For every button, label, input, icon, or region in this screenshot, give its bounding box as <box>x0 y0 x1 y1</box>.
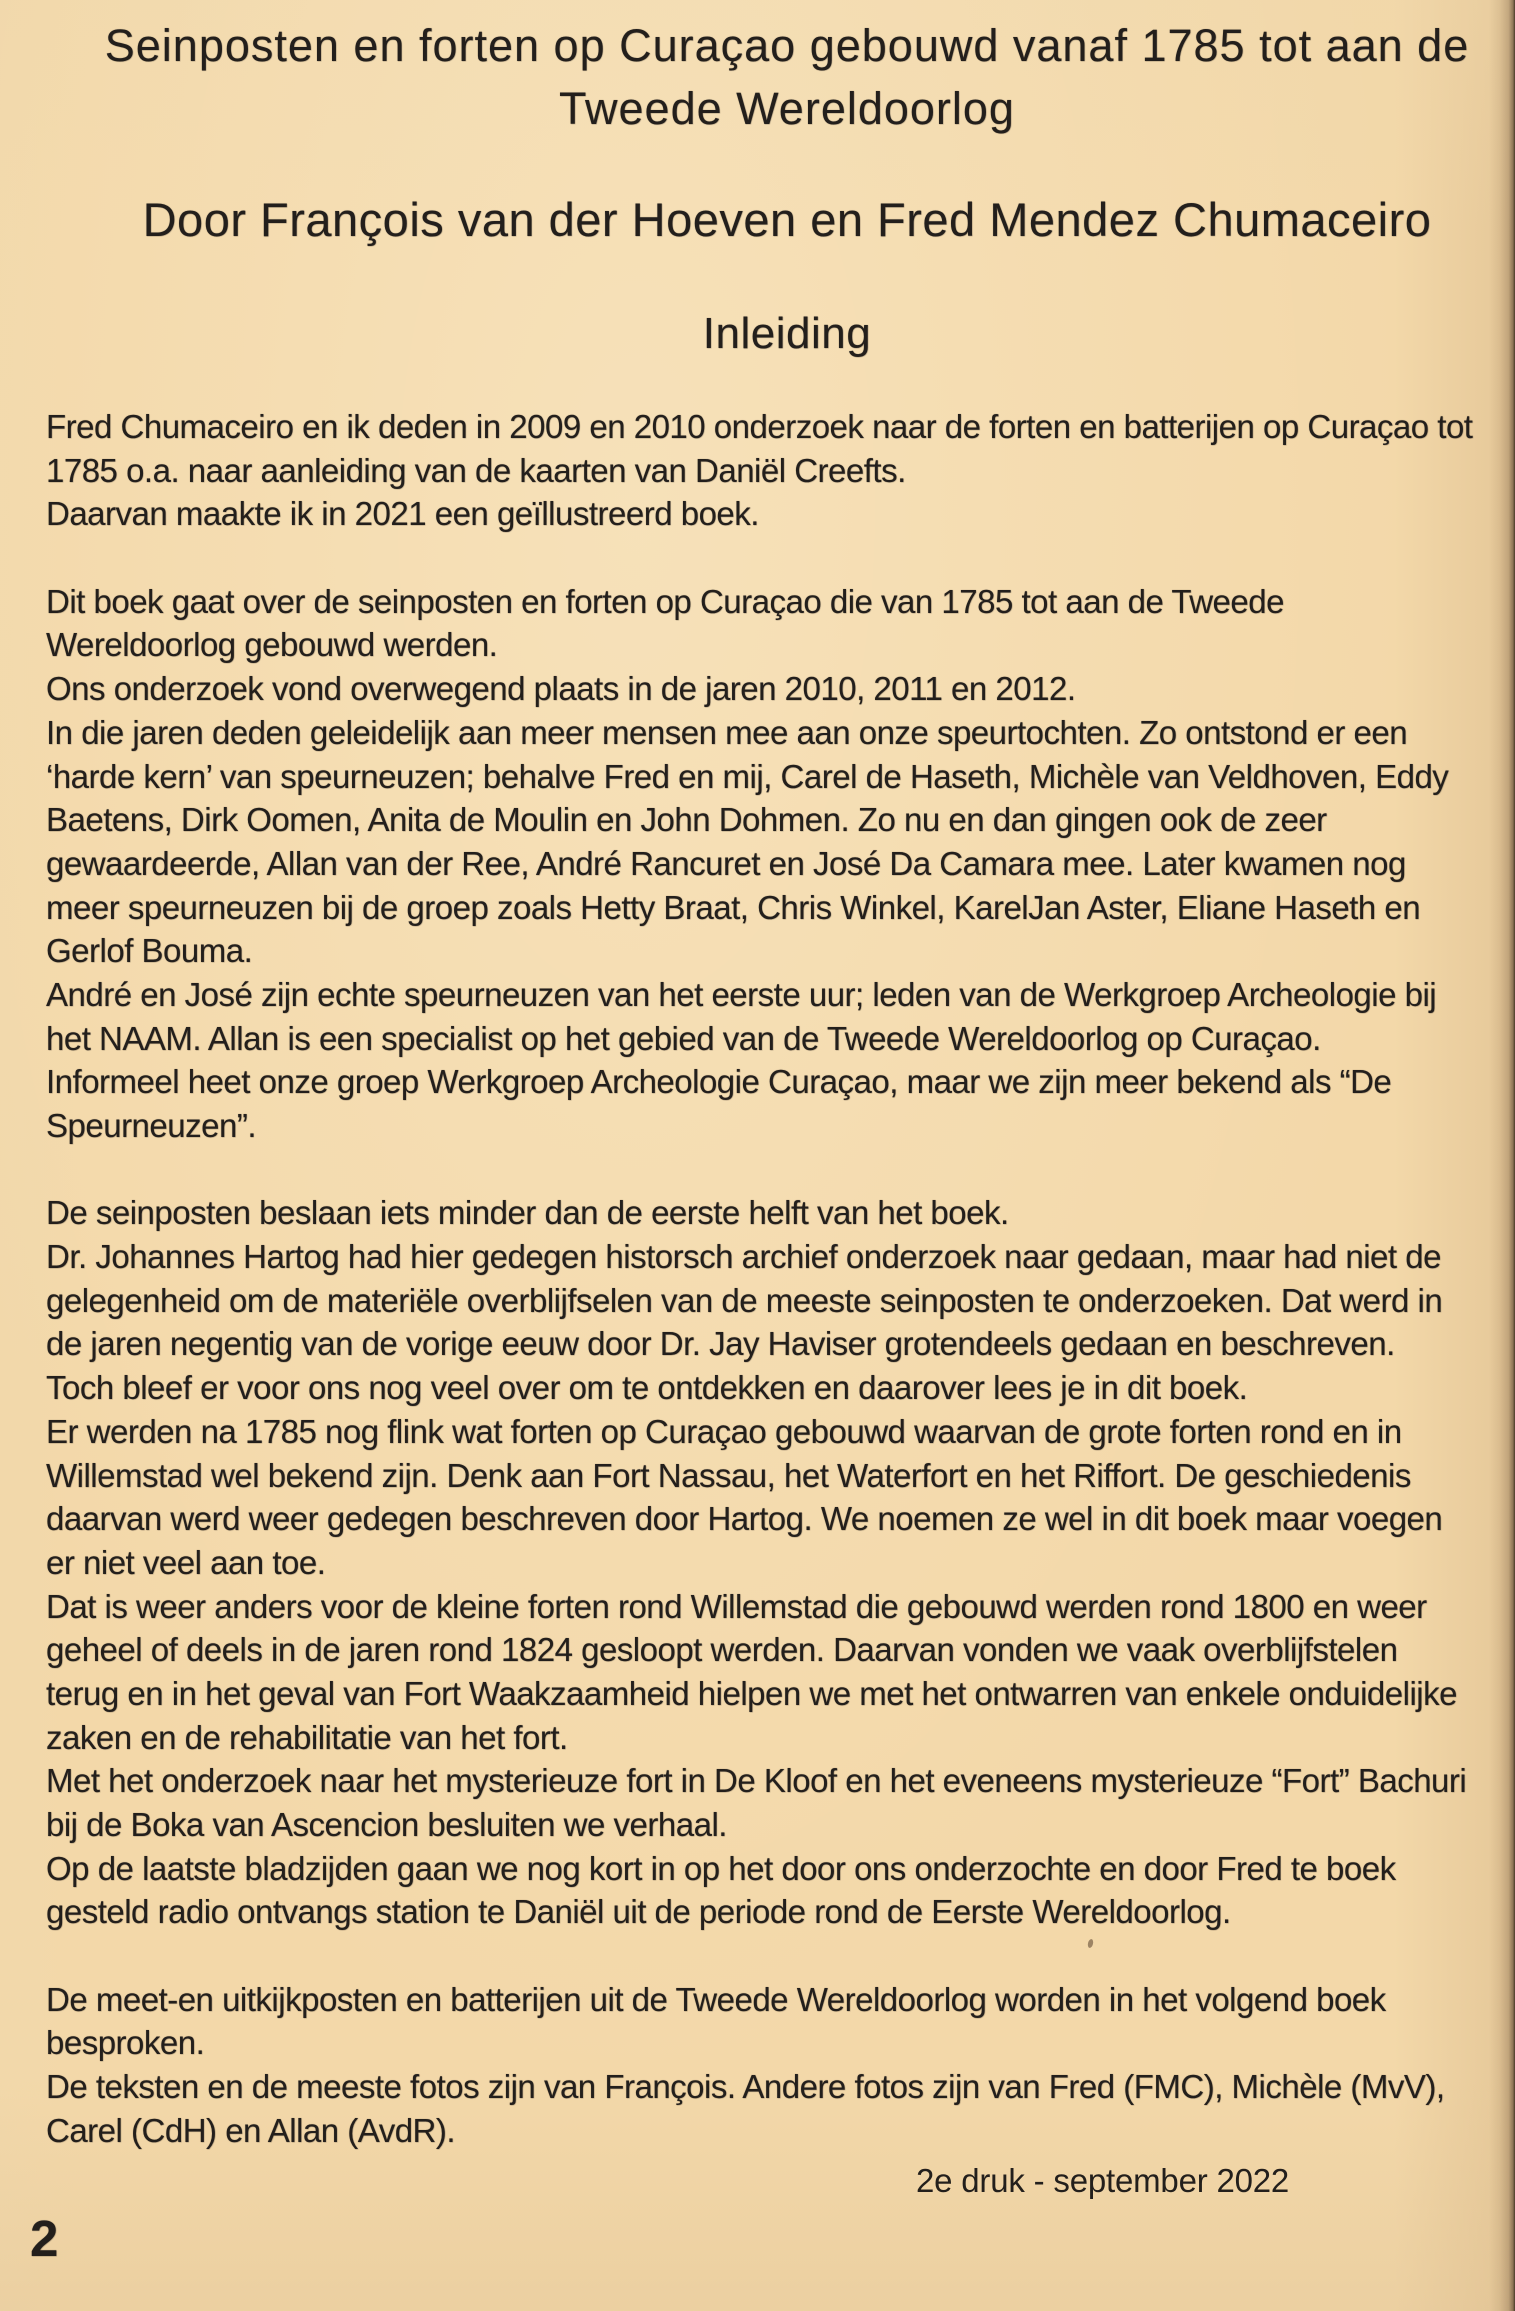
text-line: Toch bleef er voor ons nog veel over om te ontdekken en daarover lees je in dit boek. <box>46 1369 1248 1407</box>
text-line: de jaren negentig van de vorige eeuw door Dr. Jay Haviser grotendeels gedaan en beschreven. <box>46 1325 1395 1363</box>
text-line: Speurneuzen”. <box>46 1107 256 1144</box>
text-line: Er werden na 1785 nog flink wat forten op Curaçao gebouwd waarvan de grote forten rond en in <box>46 1412 1402 1450</box>
text-line: besproken. <box>46 2024 205 2062</box>
text-line: gesteld radio ontvangs station te Daniël uit de periode rond de Eerste Wereldoorlog. <box>46 1893 1231 1931</box>
paragraph <box>46 1978 1515 2153</box>
text-line: In die jaren deden geleidelijk aan meer mensen mee aan onze speurtochten. Zo ontstond er een <box>46 713 1408 751</box>
text-line: Carel (CdH) en Allan (AvdR). <box>46 2111 456 2149</box>
text-line: Daarvan maakte ik in 2021 een geïllustreerd boek. <box>46 495 759 533</box>
text-line: Op de laatste bladzijden gaan we nog kort in op het door ons onderzochte en door Fred te boek <box>46 1849 1396 1887</box>
paragraph <box>46 1191 1515 1934</box>
text-line: De teksten en de meeste fotos zijn van François. Andere fotos zijn van Fred (FMC), Michèle (MvV), <box>46 2068 1445 2106</box>
text-line: Dit boek gaat over de seinposten en forten op Curaçao die van 1785 tot aan de Tweede <box>46 582 1284 620</box>
text-line: Baetens, Dirk Oomen, Anita de Moulin en John Dohmen. Zo nu en dan gingen ook de zeer <box>46 801 1327 839</box>
text-line: Willemstad wel bekend zijn. Denk aan Fort Nassau, het Waterfort en het Riffort. De geschiedenis <box>46 1456 1411 1494</box>
text-line: Dat is weer anders voor de kleine forten rond Willemstad die gebouwd werden rond 1800 en weer <box>46 1587 1427 1625</box>
text-line: André en José zijn echte speurneuzen van het eerste uur; leden van de Werkgroep Archeologie bij <box>46 975 1437 1013</box>
text-line: gewaardeerde, Allan van der Ree, André Rancuret en José Da Camara mee. Later kwamen nog <box>46 844 1406 882</box>
text-line: De seinposten beslaan iets minder dan de eerste helft van het boek. <box>46 1194 1009 1232</box>
text-line: daarvan werd weer gedegen beschreven door Hartog. We noemen ze wel in dit boek maar voegen <box>46 1500 1443 1538</box>
text-line: Met het onderzoek naar het mysterieuze fort in De Kloof en het eveneens mysterieuze “Fort” Bachuri <box>46 1762 1467 1800</box>
paragraph <box>46 580 1515 1148</box>
text-line: Fred Chumaceiro en ik deden in 2009 en 2010 onderzoek naar de forten en batterijen op Curaçao tot <box>46 408 1473 445</box>
text-line: 1785 o.a. naar aanleiding van de kaarten van Daniël Creefts. <box>46 451 906 489</box>
text-line: Wereldoorlog gebouwd werden. <box>46 626 498 664</box>
text-line: er niet veel aan toe. <box>46 1543 326 1581</box>
title-line-2: Tweede Wereldoorlog <box>559 83 1015 134</box>
text-line: meer speurneuzen bij de groep zoals Hetty Braat, Chris Winkel, KarelJan Aster, Eliane Haseth en <box>46 888 1421 926</box>
text-line: geheel of deels in de jaren rond 1824 gesloopt werden. Daarvan vonden we vaak overblijfstelen <box>46 1631 1398 1669</box>
page-number: 2 <box>30 2210 59 2267</box>
title-line-1: Seinposten en forten op Curaçao gebouwd vanaf 1785 tot aan de <box>104 20 1470 71</box>
text-line: zaken en de rehabilitatie van het fort. <box>46 1718 568 1756</box>
text-line: Informeel heet onze groep Werkgroep Archeologie Curaçao, maar we zijn meer bekend als “De <box>46 1063 1392 1101</box>
text-line: Gerlof Bouma. <box>46 932 253 970</box>
text-line: De meet-en uitkijkposten en batterijen uit de Tweede Wereldoorlog worden in het volgend boek <box>46 1980 1386 2018</box>
text-line: het NAAM. Allan is een specialist op het gebied van de Tweede Wereldoorlog op Curaçao. <box>46 1019 1321 1057</box>
edition-line: 2e druk - september 2022 <box>916 2161 1290 2199</box>
text-line: Dr. Johannes Hartog had hier gedegen historsch archief onderzoek naar gedaan, maar had niet de <box>46 1238 1441 1276</box>
text-line: bij de Boka van Ascencion besluiten we verhaal. <box>46 1806 727 1843</box>
body-text <box>46 405 1515 2202</box>
text-line: gelegenheid om de materiële overblijfselen van de meeste seinposten te onderzoeken. Dat werd in <box>46 1281 1443 1319</box>
page-title <box>0 14 1515 140</box>
text-line: Ons onderzoek vond overwegend plaats in de jaren 2010, 2011 en 2012. <box>46 670 1076 708</box>
byline: Door François van der Hoeven en Fred Mendez Chumaceiro <box>142 193 1432 246</box>
section-heading: Inleiding <box>702 309 872 358</box>
text-line: ‘harde kern’ van speurneuzen; behalve Fred en mij, Carel de Haseth, Michèle van Veldhoven, Eddy <box>46 757 1449 795</box>
paragraph <box>46 405 1515 536</box>
text-line: terug en in het geval van Fort Waakzaamheid hielpen we met het ontwarren van enkele onduidelijke <box>46 1674 1457 1712</box>
